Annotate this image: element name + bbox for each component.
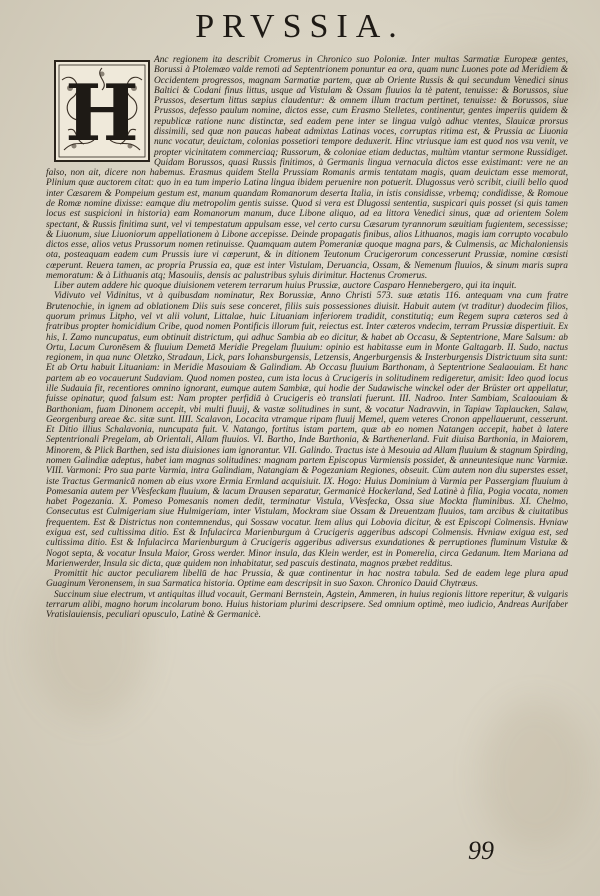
paragraph-cromerus: Anc regionem ita describit Cromerus in Chronico suo Poloniæ. Inter multas Sarmatiæ Europeæ gentes, Borussi à Ptolemæo valde remoti ad Septentrionem ponuntur ea ora, quam nunc Luones pote ad Meridiem & Occidentem progressos, magnam Sarmatiæ partem, quæ ab Oriente Russis & qui secundum Venedici sinus Baltici & Codani finus littus, usque ad Vistulam & Ossam fluuios la tè patent, tenuisse: & Borussos, siue Prussos, desertum littus sæpius claudentur: & omnem illum tractum pertinet, tenuisse: & Borussos, siue Prussos, defesso paulum nomine, dictos esse, cum Erasmo Stelletes, continentur, gentes imperiis quidem & republicæ ratione nunc distinctæ, sed eadem pene inter se lingua vulgò adhuc vtentes, Slauicæ prorsus dissimili, sed quæ non paucas habeat admixtas Latinas voces, corruptas ritima est, & Prussia ac Liuonia nunc vocatur, deuictam, colonias possetiori tempore deduxerit. Hinc vtriusque iam est quod nos vsu venit, ve propter vicinitatem commerciaq; Russorum, & coloniae etiam deductas, multùm vtantur sermone Russidiget. Quidam Borussos, quasi Russis finitimos, à Germanis lingua vernacula dictos esse existimant: vere ne an falso, non ait, dicere non habemus. Erasmus quidem Stella Prussiam Romanis armis tentatam magis, quam deuictam esse memorat, Plinium quæ auctorem citat: quo in ea tum imperio Latina lingua ibidem peruenire non potuerit. Dlugossus verò scribit, ciuili bello quod inter Cæsarem & Pompeium gestum est, manum quandam Romanorum deserta Italia, in istis considisse, vrbemq; condidisse, & Romoue de Romæ nomine dixisse: eamque diu metropolim gentis suisse. Quod si vera est Dlugossi sententia, suspicari quis posset (si quis tamen locus est suspicioni in historia) eam Romanorum manum, duce Libone aliquo, ad ea littora Venedici sinus, quæ ad orientem Solem spectant, & Russis finitima sunt, vel vi tempestatum appulsam esse, vel certo cursu Cæsarum tyrannorum sæuitiam fugientem, secessisse; & Liuonum, siue Liuoniorum appellationem à Libone accepisse. Deinde propagatis finibus, alios Lithuanos, magis iam corrupto vocabulo dictos esse, alios vetus Prussorum nomen retinuisse. Quamquam autem Pomeraniæ quoque magna pars, & Culmensis, ac Michaloniensis ota, posteaquam eadem cum Prussis iure vi cœperunt, & in ditionem Teutonum Crucigerorum concesserunt Prussiæ, nomine cœsisti cœperunt. Reuera tamen, ac propria Prussia ea, quæ est inter Vistulam, Deruancia, Ossam, & Nemenum fluuios, & sinum maris supra memoratum: & à Lithuanis atq; Masouiis, densis ac palustribus syluis dirimitur. Hactenus Cromerus. — [46, 55, 568, 281]
paragraph-amber: Succinum siue electrum, vt antiquitas illud vocauit, Germani Bernstein, Agstein, Ammeren, in huius regionis littore reperitur, & vulgaris terrarum alibi, magno horum incolarum bono. Huius historiam plurimi descripsere. Sed omnium optimè, meo iudicio, Andreas Aurifaber Vratislauiensis, peculiari opusculo, Latinè & Germanicè. — [46, 589, 568, 621]
page-number: 99 — [468, 836, 494, 865]
paragraph-division-of-lands: Vidivuto vel Vidinitus, vt à quibusdam nominatur, Rex Borussiæ, Anno Christi 573. suæ ætatis 116. antequam vna cum fratre Brutenochie, in ignem ad oblationem Diis suis sese conceret, filiis suis possessiones diuisit. Habuit autem (vt traditur) duodecim filios, quorum primus Litpho, vel vt alii volunt, Littalae, huic Lituaniam inferiorem tradidit, constitutiq; eum Regem supra cæteros sed à fratribus propter homicidium Cribe, quod nomen Pontificis illorum fuit, reiectus est. Inter cæteros vndecim, terram Prussiæ dispertiuit. Ex his, I. Zamo nuncupatus, eum obtinuit districtum, qui adhuc Sambia ab eo dicitur, & habet ab Occasu, & Septentrione, Mare Salsum: ab Ortu, Lacum Curonēsem & fluuium Demetā Meridie Pregelam fluuium: opinio est habitasse eum in Monte Galtagarb. II. Sudo, nactus regionem, in qua nunc Oletzko, Stradaun, Lick, pars Iohansburgensis, Letzensis, Angerburgensis & Insterburgensis Districtuum sita sunt: Et ab Ortu habuit Lituaniam: in Meridie Masouiam & Galindiam. Ab Occasu fluuium Barthonam, à Septentrione Sealaouiam. Et hanc partem ab eo vocauerunt Sudaviam. Quod nomen postea, cum ista locus à Crucigeris in solitudinem redigeretur, amisit: Ideo quod locus ille Sudauia fit, recentiores omnino ignorant, eumque autem Sambiæ, qui hodie der Sudawische winckel oder der Brüster ort appellatur, fuisse opinatur, quod falsum est: Nam propter perfidiā à Crucigeris eò translati fuerunt. III. Nadroo. Inter Sambiam, Scalaouiam & Barthoniam, fuam Dinonem accepit, vbi multi fluuij, & vastæ solitudines in sunt, & vocatur Nadravvin, in Tapiaw Taplaucken, Salaw, Georgenburg areae &c. sitæ sunt. IIII. Scalavon, Locacita vtramque ripam fluuij Memel, quem veteres Cronon appellauerunt, cesserunt. Et Ditio illius Schalavonia, nuncupata fuit. V. Natango, fortitus istam partem, quæ ab eo nomen Natangen accepit, habet à latere Septentrionali Pregelam, ab Orientali, Allam fluuios. VI. Bartho, Inde Barthonia, & Barthenerland. Fuit diuisa Barthonia, in Maiorem, Minorem, & Plick Barthen, sed ista diuisiones iam ignorantur. VII. Galindo. Tractus iste à Mesouia ad Allam fluuium & stagnum Spirding, nomen Galindiæ adeptus, habet iam magnas solitudines: magnam partem Episcopus Varmiensis possidet, & anneuntesique nunc Varmiæ. VIII. Varmoni: Pro sua parte Varmia, intra Galindiam, Natangiam & Pogezaniam Regiones, obseuit. Cùm autem non diu superstes esset, iste Tractus Germanicā nomen ab eius vxore Ermia Ermland acquisiuit. IX. Hogo: Huius Dominium à Varmia per Passergiam fluuium à Pomesania autem per VVesfeckam fluuium, & lacum Drausen separatur, Germanicè Hockerland, Sed Latinè à filia, Pogia vocata, nomen habet Pogezania. X. Pomeso Pomesanis nomen dedit, terminatur Vistula, VVesfecka, Ossa siue Mockta fluminibus. XI. Chelmo, Consecutus est Culmigeriam siue Hulmigeriam, inter Vistulam, Mockram siue Ossam & Dreuentzam fluuios, tam arcibus & ciuitatibus frequentem. Est & Districtus non contemnendus, qui Sossaw vocatur. Item alius qui Lobovia dicitur, & est Episcopi Colmensis. Hvniaw exigua est, sed cultissima ditio. Est & Infulacirca Marienburgum à Crucigeris aggeribus adscopi Colmensis. Hvniaw exigua est, sed cultissima ditio. Est & Infulacirca Marienburgum à Crucigeris aggeribus adiversus exundationes & perruptiones fluminum Vistulæ & Nogot septa, & vocatur Insula Maior, Gross werder. Minor insula, das Klein werder, est in Pomerelia, circa Gedanum. Item Mariana ad Marienwerder, Insula sic dicta, quæ quidem non inhabitatur, sed pascuis destinata, magnos præbet redditus. — [46, 291, 568, 569]
paragraph-hennebergero-intro: Liber autem addere hic quoque diuisionem veterem terrarum huius Prussiæ, auctore Casparo Hennebergero, qui ita inquit. — [54, 281, 517, 292]
paper-stain — [480, 700, 590, 850]
drop-cap-spacer — [46, 55, 154, 159]
paragraph-further-reading: Promittit hic auctor peculiarem libellū de hac Prussia, & quæ continentur in hac nostra tabula. Sed de eadem lege plura apud Guaginum Veronensem, in sua Sarmatica historia. Optime eam descripsit in suo Saxon. Chronico Dauid Chytræus. — [46, 569, 568, 590]
article-body — [46, 55, 568, 620]
drop-cap-letter: H — [65, 68, 139, 159]
page-title: PRVSSIA. — [195, 8, 405, 45]
